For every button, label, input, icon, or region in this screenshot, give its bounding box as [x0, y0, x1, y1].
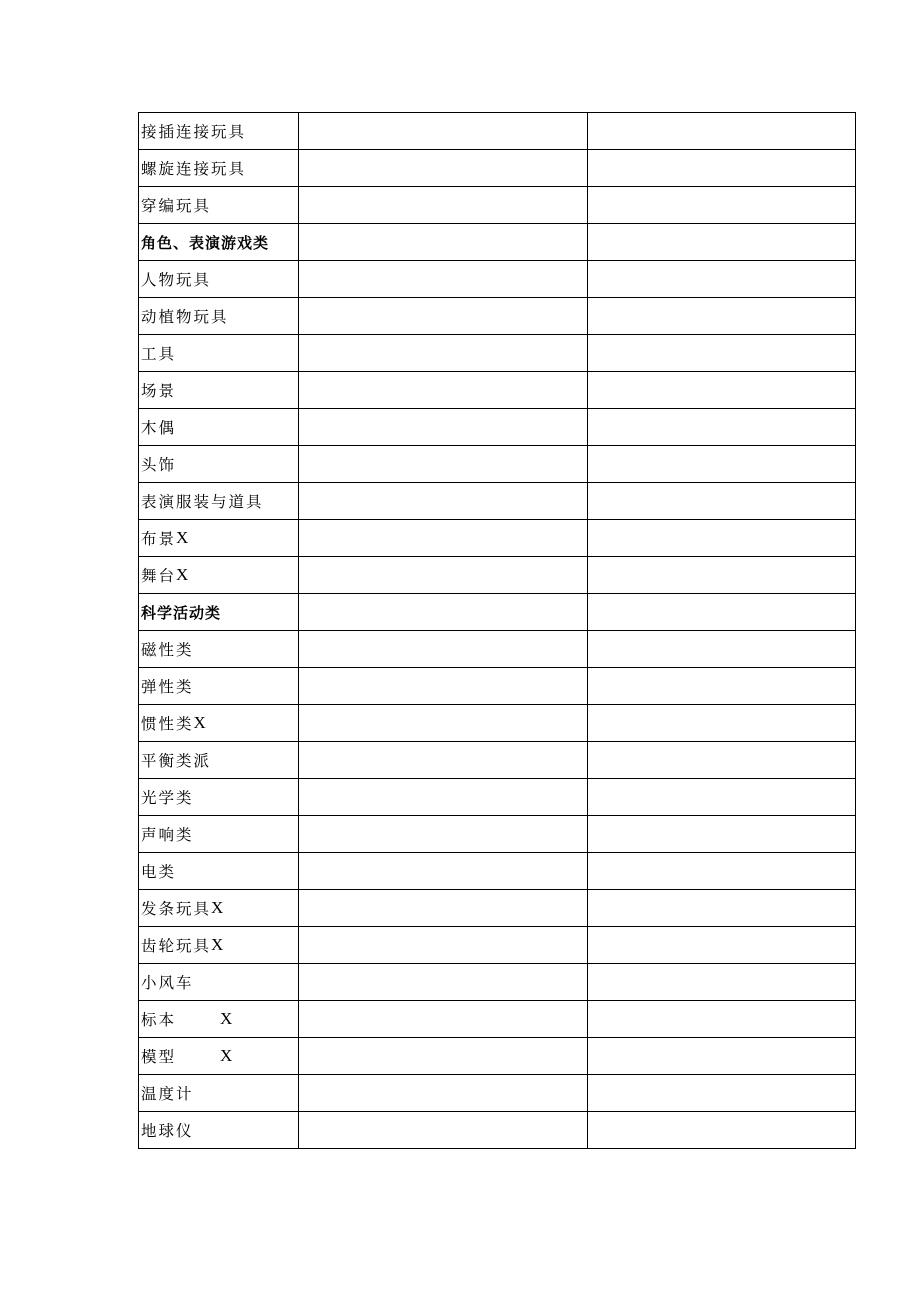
table-row	[139, 298, 856, 335]
table-row	[139, 742, 856, 779]
item-label: 齿轮玩具	[141, 937, 212, 955]
item-label: 动植物玩具	[141, 308, 229, 326]
item-name-cell	[139, 890, 299, 927]
item-name-wrap	[139, 1119, 298, 1141]
item-name-cell	[139, 742, 299, 779]
item-label: 工具	[141, 345, 177, 363]
equipment-table	[138, 112, 856, 1149]
item-name-cell	[139, 187, 299, 224]
empty-cell-col3	[588, 113, 856, 150]
empty-cell-col3	[588, 1038, 856, 1075]
empty-cell-col2	[299, 483, 588, 520]
table-row	[139, 150, 856, 187]
empty-cell-col3	[588, 335, 856, 372]
item-name-wrap	[139, 971, 298, 993]
item-label: 地球仪	[141, 1122, 194, 1140]
item-name-cell	[139, 557, 299, 594]
item-name-cell	[139, 594, 299, 631]
item-name-cell	[139, 853, 299, 890]
table-row	[139, 113, 856, 150]
item-label: 磁性类	[141, 641, 194, 659]
item-name-wrap	[139, 1082, 298, 1104]
item-name-wrap	[139, 638, 298, 660]
item-name-wrap	[139, 527, 298, 549]
empty-cell-col3	[588, 779, 856, 816]
empty-cell-col3	[588, 520, 856, 557]
table-row	[139, 1001, 856, 1038]
item-name-wrap	[139, 194, 298, 216]
empty-cell-col2	[299, 187, 588, 224]
empty-cell-col3	[588, 150, 856, 187]
item-name-cell	[139, 631, 299, 668]
empty-cell-col2	[299, 1075, 588, 1112]
item-mark: X	[176, 528, 189, 547]
empty-cell-col3	[588, 890, 856, 927]
table-row	[139, 261, 856, 298]
empty-cell-col3	[588, 705, 856, 742]
empty-cell-col3	[588, 853, 856, 890]
empty-cell-col2	[299, 113, 588, 150]
item-label: 声响类	[141, 826, 194, 844]
table-row	[139, 409, 856, 446]
table-row	[139, 890, 856, 927]
item-name-cell	[139, 298, 299, 335]
item-label: 光学类	[141, 789, 194, 807]
item-name-wrap	[139, 602, 298, 623]
item-name-wrap	[139, 157, 298, 179]
table-row	[139, 853, 856, 890]
item-label: 接插连接玩具	[141, 123, 247, 141]
item-name-cell	[139, 1001, 299, 1038]
empty-cell-col2	[299, 409, 588, 446]
item-name-wrap	[139, 712, 298, 734]
table-row	[139, 335, 856, 372]
item-label: 木偶	[141, 419, 177, 437]
item-name-wrap	[139, 897, 298, 919]
table-row	[139, 779, 856, 816]
empty-cell-col2	[299, 779, 588, 816]
empty-cell-col2	[299, 927, 588, 964]
item-name-cell	[139, 335, 299, 372]
item-name-cell	[139, 1038, 299, 1075]
table-row	[139, 1112, 856, 1149]
table-row	[139, 816, 856, 853]
item-label: 模型	[141, 1048, 177, 1066]
item-name-wrap	[139, 675, 298, 697]
item-name-cell	[139, 668, 299, 705]
item-name-cell	[139, 261, 299, 298]
item-name-wrap	[139, 786, 298, 808]
item-mark: X	[193, 713, 206, 732]
item-name-cell	[139, 705, 299, 742]
empty-cell-col3	[588, 446, 856, 483]
table-row	[139, 631, 856, 668]
table-row	[139, 557, 856, 594]
table-row	[139, 1075, 856, 1112]
empty-cell-col2	[299, 964, 588, 1001]
empty-cell-col3	[588, 816, 856, 853]
item-label: 舞台	[141, 567, 177, 585]
empty-cell-col3	[588, 483, 856, 520]
category-heading-row	[139, 594, 856, 631]
item-label: 惯性类	[141, 715, 194, 733]
item-name-wrap	[139, 342, 298, 364]
empty-cell-col3	[588, 187, 856, 224]
empty-cell-col3	[588, 742, 856, 779]
empty-cell-col2	[299, 1038, 588, 1075]
empty-cell-col3	[588, 1075, 856, 1112]
empty-cell-col3	[588, 557, 856, 594]
item-name-wrap	[139, 490, 298, 512]
item-label: 头饰	[141, 456, 177, 474]
table-row	[139, 483, 856, 520]
empty-cell-col3	[588, 261, 856, 298]
item-name-wrap	[139, 860, 298, 882]
item-name-wrap	[139, 934, 298, 956]
empty-cell-col3	[588, 594, 856, 631]
category-heading: 角色、表演游戏类	[141, 233, 270, 252]
item-name-cell	[139, 964, 299, 1001]
empty-cell-col3	[588, 409, 856, 446]
table-row	[139, 1038, 856, 1075]
item-label: 穿编玩具	[141, 197, 212, 215]
item-label: 布景	[141, 530, 177, 548]
empty-cell-col2	[299, 816, 588, 853]
item-name-wrap	[139, 749, 298, 771]
item-name-wrap	[139, 1045, 298, 1067]
item-mark: X	[220, 1046, 233, 1065]
item-label: 发条玩具	[141, 900, 212, 918]
item-name-cell	[139, 927, 299, 964]
item-name-wrap	[139, 379, 298, 401]
table-row	[139, 964, 856, 1001]
table-row	[139, 705, 856, 742]
item-label: 场景	[141, 382, 177, 400]
item-label: 标本	[141, 1011, 177, 1029]
table-row	[139, 927, 856, 964]
empty-cell-col2	[299, 298, 588, 335]
empty-cell-col3	[588, 224, 856, 261]
table-row	[139, 372, 856, 409]
empty-cell-col2	[299, 520, 588, 557]
item-label: 平衡类派	[141, 752, 212, 770]
item-name-wrap	[139, 268, 298, 290]
item-name-wrap	[139, 416, 298, 438]
empty-cell-col2	[299, 372, 588, 409]
empty-cell-col3	[588, 372, 856, 409]
item-name-cell	[139, 816, 299, 853]
empty-cell-col2	[299, 594, 588, 631]
table-body	[139, 113, 856, 1149]
empty-cell-col3	[588, 964, 856, 1001]
item-name-wrap	[139, 305, 298, 327]
item-label: 表演服装与道具	[141, 493, 264, 511]
item-name-cell	[139, 520, 299, 557]
empty-cell-col2	[299, 224, 588, 261]
item-name-cell	[139, 483, 299, 520]
item-label: 小风车	[141, 974, 194, 992]
item-name-cell	[139, 446, 299, 483]
empty-cell-col2	[299, 557, 588, 594]
item-mark: X	[176, 565, 189, 584]
table-row	[139, 446, 856, 483]
empty-cell-col2	[299, 1112, 588, 1149]
empty-cell-col2	[299, 631, 588, 668]
category-heading-row	[139, 224, 856, 261]
item-mark: X	[211, 935, 224, 954]
item-name-cell	[139, 224, 299, 261]
empty-cell-col3	[588, 1112, 856, 1149]
item-name-wrap	[139, 232, 298, 253]
item-name-wrap	[139, 120, 298, 142]
item-label: 弹性类	[141, 678, 194, 696]
item-name-cell	[139, 779, 299, 816]
item-name-cell	[139, 372, 299, 409]
empty-cell-col2	[299, 446, 588, 483]
empty-cell-col2	[299, 853, 588, 890]
empty-cell-col3	[588, 668, 856, 705]
item-name-cell	[139, 409, 299, 446]
item-label: 人物玩具	[141, 271, 212, 289]
category-heading: 科学活动类	[141, 603, 222, 622]
empty-cell-col3	[588, 927, 856, 964]
empty-cell-col2	[299, 261, 588, 298]
item-name-wrap	[139, 564, 298, 586]
empty-cell-col2	[299, 335, 588, 372]
item-mark: X	[220, 1009, 233, 1028]
item-label: 温度计	[141, 1085, 194, 1103]
item-name-cell	[139, 113, 299, 150]
empty-cell-col3	[588, 298, 856, 335]
empty-cell-col3	[588, 631, 856, 668]
item-name-wrap	[139, 823, 298, 845]
empty-cell-col2	[299, 1001, 588, 1038]
table-row	[139, 187, 856, 224]
item-name-wrap	[139, 453, 298, 475]
empty-cell-col3	[588, 1001, 856, 1038]
item-label: 螺旋连接玩具	[141, 160, 247, 178]
item-name-wrap	[139, 1008, 298, 1030]
item-name-cell	[139, 150, 299, 187]
empty-cell-col2	[299, 742, 588, 779]
table-row	[139, 520, 856, 557]
item-name-cell	[139, 1112, 299, 1149]
empty-cell-col2	[299, 150, 588, 187]
item-label: 电类	[141, 863, 177, 881]
empty-cell-col2	[299, 705, 588, 742]
empty-cell-col2	[299, 668, 588, 705]
empty-cell-col2	[299, 890, 588, 927]
item-name-cell	[139, 1075, 299, 1112]
table-row	[139, 668, 856, 705]
item-mark: X	[211, 898, 224, 917]
